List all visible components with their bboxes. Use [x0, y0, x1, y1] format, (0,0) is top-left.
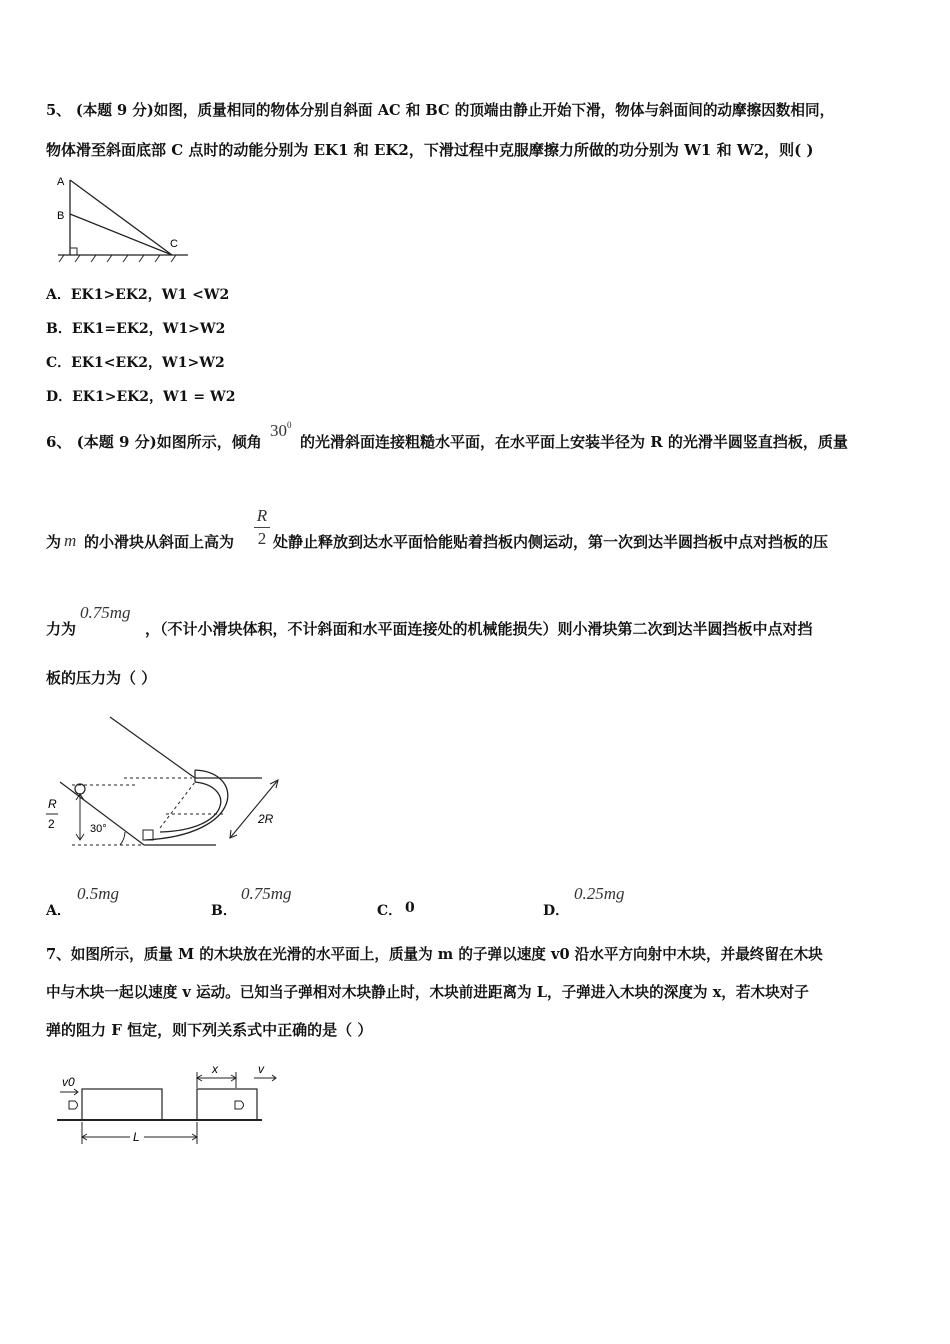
- q6-option-b-label[interactable]: B．: [211, 903, 237, 919]
- label-a: A: [57, 176, 65, 188]
- label-c: C: [170, 238, 178, 250]
- q6-frac-num: R: [256, 506, 268, 525]
- q6-line2-end: 处静止释放到达水平面恰能贴着挡板内侧运动，第一次到达半圆挡板中点对挡板的压: [273, 533, 829, 551]
- q7-line2: 中与木块一起以速度 v 运动。已知当子弹相对木块静止时，木块前进距离为 L，子弹进入木块的深度为 x，若木块对子: [46, 984, 809, 1001]
- q6-line2-start: 为: [46, 533, 62, 551]
- q6-line1-end: 的光滑斜面连接粗糙水平面，在水平面上安装半径为 R 的光滑半圆竖直挡板，质量: [300, 433, 848, 451]
- q7-x-label: x: [212, 1062, 218, 1076]
- q7-l-label: L: [133, 1130, 140, 1144]
- q6-option-c-label[interactable]: C．: [377, 903, 403, 919]
- q6-option-d-label[interactable]: D．: [543, 903, 570, 919]
- q6-angle-label: 30°: [90, 823, 107, 835]
- q5-line1: 5、 (本题 9 分)如图，质量相同的物体分别自斜面 AC 和 BC 的顶端由静止开始下滑，物体与斜面间的动摩擦因数相同，: [46, 102, 835, 119]
- q6-mass-symbol: m: [64, 531, 77, 550]
- q5-option-b[interactable]: B．EK1=EK2，W1>W2: [46, 321, 226, 337]
- q6-frac-den: 2: [257, 529, 267, 548]
- q6-line3-start: 力为: [46, 620, 77, 638]
- q6-fig-r-den: 2: [48, 817, 55, 831]
- q6-angle-degree: 0: [287, 420, 292, 430]
- q7-v0-label: v0: [62, 1075, 75, 1089]
- q6-option-b-value[interactable]: 0.75mg: [241, 884, 292, 903]
- label-b: B: [57, 210, 65, 222]
- q5-option-d[interactable]: D．EK1>EK2，W1 = W2: [46, 389, 236, 405]
- q6-option-a-label[interactable]: A．: [46, 903, 71, 919]
- q5-incline-figure: [50, 170, 195, 265]
- q6-option-a-value[interactable]: 0.5mg: [77, 884, 120, 903]
- q6-option-c-value[interactable]: 0: [405, 900, 415, 916]
- q7-line3: 弹的阻力 F 恒定，则下列关系式中正确的是（ ）: [46, 1021, 373, 1039]
- q6-line3-end: ，（不计小滑块体积，不计斜面和水平面连接处的机械能损失）则小滑块第二次到达半圆挡板中点对挡: [145, 620, 813, 638]
- q6-semicircle-figure: [40, 710, 300, 860]
- q6-line2-mid: 的小滑块从斜面上高为: [84, 533, 235, 551]
- q7-bullet-block-figure: [52, 1060, 287, 1152]
- q6-first-force: 0.75mg: [80, 603, 131, 622]
- q6-height-fraction: [252, 505, 272, 550]
- q7-v-label: v: [258, 1062, 264, 1076]
- q6-angle-value: 30: [270, 421, 287, 440]
- q6-line4: 板的压力为（ ）: [46, 669, 157, 687]
- q6-angle-math: [270, 420, 292, 441]
- q5-line2: 物体滑至斜面底部 C 点时的动能分别为 EK1 和 EK2，下滑过程中克服摩擦力所做的功分别为 W1 和 W2，则( ): [46, 141, 814, 159]
- q6-line1-start: 6、 (本题 9 分)如图所示，倾角: [46, 433, 262, 451]
- q5-option-a[interactable]: A．EK1>EK2，W1 <W2: [46, 287, 230, 303]
- q6-fig-r-num: R: [48, 797, 57, 811]
- q5-option-c[interactable]: C．EK1<EK2，W1>W2: [46, 355, 225, 371]
- q7-line1: 7、如图所示，质量 M 的木块放在光滑的水平面上，质量为 m 的子弹以速度 v0 沿水平方向射中木块，并最终留在木块: [46, 946, 823, 963]
- q6-diameter-label: 2R: [258, 812, 274, 826]
- q6-option-d-value[interactable]: 0.25mg: [574, 884, 625, 903]
